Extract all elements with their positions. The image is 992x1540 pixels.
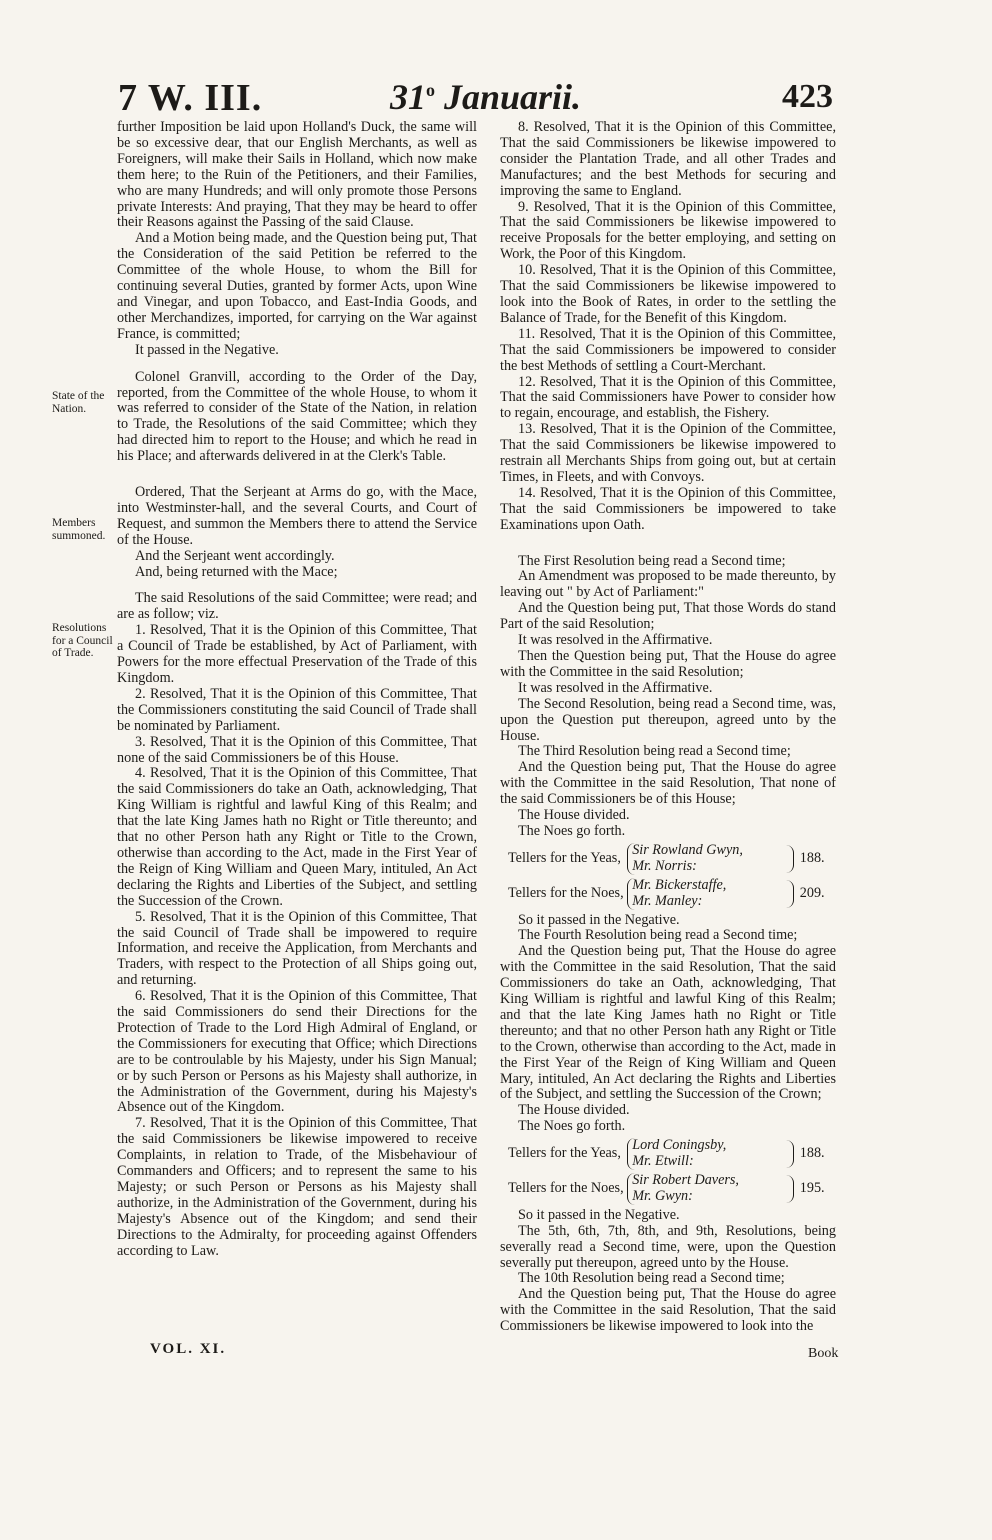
resolution-1: 1. Resolved, That it is the Opinion of this Committee, That a Council of Trade be established, by Act of Parliament, with Powers for the more effectual Preservation of the Trade of this Kingdom. xyxy=(117,622,477,686)
paragraph: And the Question being put, That the House do agree with the Committee in the said Resolution, That none of the said Commissioners be of this House; xyxy=(500,759,836,808)
teller-name: Sir Robert Davers, xyxy=(632,1172,739,1188)
paragraph: And the Question being put, That the House do agree with the Committee in the said Resolution, That the said Commissioners be likewise impowered to look into the xyxy=(500,1286,836,1335)
paragraph: And the Question being put, That the House do agree with the Committee in the said Resolution, That the said Commissioners do take an Oath, acknowledging, That King William is rightful and lawful King of this Realm; and that the late King James hath no Right or Title thereunto; and that no other Person hath any Right or Title to the Crown, otherwise than according to the Act, made in the First Year of the Reign of King William and Queen Mary, intituled, An Act declaring the Rights and Liberties of the Subject, and settling the Succession of the Crown; xyxy=(500,943,836,1103)
vote-count: 188. xyxy=(799,1145,825,1162)
brace xyxy=(783,1175,794,1203)
tellers-label: Tellers for the Noes, xyxy=(508,884,624,901)
paragraph: The Noes go forth. xyxy=(518,1118,626,1135)
resolution-9: 9. Resolved, That it is the Opinion of this Committee, That the said Commissioners be likewise impowered to receive Proposals for the better employing, and setting on Work, the Poor of this Kingdom. xyxy=(500,198,836,263)
right-column xyxy=(500,120,836,1335)
paragraph: further Imposition be laid upon Holland's Duck, the same will be so excessive dear, that our English Merchants, as well as Foreigners, will make their Sails in Holland, which now make them here; to the Ruin of the Petitioners, and their Families, who are many Hundreds; and will only promote those Persons private Interests: And praying, That they may be heard to offer their Reasons against the Passing of the said Clause. xyxy=(117,119,477,231)
paragraph: The Third Resolution being read a Second time; xyxy=(518,743,791,760)
resolution-5: 5. Resolved, That it is the Opinion of this Committee, That the said Council of Trade shall be impowered to require Information, and receive the Application, from Merchants and Traders, with respect to the Protection of all Ships going out, and returning. xyxy=(117,908,477,989)
resolution-2: 2. Resolved, That it is the Opinion of this Committee, That the Commissioners constituting the said Council of Trade shall be nominated by Parliament. xyxy=(117,685,477,734)
teller-name: Mr. Manley: xyxy=(632,892,703,909)
vote-count: 195. xyxy=(799,1179,825,1196)
brace xyxy=(783,1140,794,1168)
tellers-yeas-1 xyxy=(500,843,836,875)
paragraph: And a Motion being made, and the Question being put, That the Consideration of the said Petition be referred to the Committee of the whole House, to whom the Bill for continuing several Duties, granted by former Acts, upon Wine and Vinegar, and upon Tobacco, and East-India Goods, and other Merchandizes, imported, for carrying on the War against France, is committed; xyxy=(117,230,477,342)
teller-names xyxy=(627,878,775,910)
left-column xyxy=(117,120,477,1260)
volume-label: VOL. XI. xyxy=(150,1341,227,1357)
margin-note-state-of-nation: State of the Nation. xyxy=(52,390,105,415)
margin-note-members-summoned: Members summoned. xyxy=(52,517,106,542)
date-month: Januarii. xyxy=(444,77,582,117)
date-day: 31 xyxy=(390,77,426,117)
resolution-4: 4. Resolved, That it is the Opinion of this Committee, That the said Commissioners do take an Oath, acknowledging, That King William is rightful and lawful King of this Realm; and that the late King James hath no Right or Title thereunto; and that no other Person hath any Right or Title to the Crown, otherwise than according to the Act, made in the First Year of the Reign of King William and Queen Mary, intituled, An Act declaring the Rights and Liberties of the Subject, and settling the Succession of the Crown. xyxy=(117,765,477,909)
resolution-7: 7. Resolved, That it is the Opinion of this Committee, That the said Commissioners be likewise impowered to receive Complaints, in relation to Trade, of the Misbehaviour of Commanders and Officers; and to represent the same to his Majesty; or such Person or Persons as his Majesty shall authorize, in the Administration of the Government, during his Majesty's Absence out of the Kingdom; and send their Directions to the Admiralty, for proceeding against Offenders according to Law. xyxy=(117,1115,477,1259)
paragraph: The 10th Resolution being read a Second time; xyxy=(518,1270,785,1287)
teller-names xyxy=(627,843,775,875)
tellers-label: Tellers for the Yeas, xyxy=(508,1145,621,1162)
page-number: 423 xyxy=(782,78,833,115)
teller-name: Lord Coningsby, xyxy=(632,1137,727,1154)
tellers-label: Tellers for the Noes, xyxy=(508,1179,624,1196)
tellers-label: Tellers for the Yeas, xyxy=(508,849,621,866)
catchword: Book xyxy=(808,1346,839,1361)
paragraph: It passed in the Negative. xyxy=(135,341,279,358)
resolution-10: 10. Resolved, That it is the Opinion of this Committee, That the said Commissioners be likewise impowered to look into the Book of Rates, in order to the settling the Balance of Trade, for the Benefit of this Kingdom. xyxy=(500,262,836,326)
resolution-3: 3. Resolved, That it is the Opinion of this Committee, That none of the said Commissioners be of this House. xyxy=(117,733,477,766)
margin-note-council-of-trade: Resolutions for a Council of Trade. xyxy=(52,622,113,659)
paragraph: The House divided. xyxy=(518,1102,630,1119)
paragraph: And, being returned with the Mace; xyxy=(135,563,338,580)
resolution-13: 13. Resolved, That it is the Opinion of the Committee, That the said Commissioners be likewise impowered to restrain all Merchants Ships from going out, but at certain Times, in Fleets, and with Convoys. xyxy=(500,421,836,485)
teller-name: Sir Rowland Gwyn, xyxy=(632,841,743,858)
resolution-11: 11. Resolved, That it is the Opinion of this Committee, That the said Commissioners be impowered to consider the best Methods of settling a Court-Merchant. xyxy=(500,325,836,374)
paragraph: The Fourth Resolution being read a Second time; xyxy=(518,927,798,944)
teller-name: Mr. Gwyn: xyxy=(632,1187,693,1204)
regnal-year: 7 W. III. xyxy=(118,77,263,119)
tellers-noes-2 xyxy=(500,1173,836,1205)
brace xyxy=(783,845,794,873)
paragraph: So it passed in the Negative. xyxy=(518,911,680,928)
teller-names xyxy=(627,1173,775,1205)
tellers-yeas-2 xyxy=(500,1138,836,1170)
paragraph: The House divided. xyxy=(518,807,630,824)
vote-count: 188. xyxy=(799,849,825,866)
vote-count: 209. xyxy=(799,884,825,901)
resolution-14: 14. Resolved, That it is the Opinion of this Committee, That the said Commissioners be impowered to take Examinations upon Oath. xyxy=(500,484,836,533)
resolution-8: 8. Resolved, That it is the Opinion of this Committee, That the said Commissioners be likewise impowered to consider the Plantation Trade, and all other Trades and Manufactures; and the best Methods for securing and improving the same to England. xyxy=(500,119,836,199)
paragraph: Colonel Granvill, according to the Order of the Day, reported, from the Committee of the whole House, to whom it was referred to consider of the State of the Nation, in relation to Trade, the Resolutions of the said Committee; which they had directed him to report to the House; and which he read in his Place; and afterwards delivered in at the Clerk's Table. xyxy=(117,368,477,465)
date-ordinal: o xyxy=(426,80,435,100)
paragraph: The Noes go forth. xyxy=(518,822,626,839)
teller-name: Mr. Norris: xyxy=(632,857,697,874)
paragraph: It was resolved in the Affirmative. xyxy=(518,679,713,696)
paragraph: And the Question being put, That those Words do stand Part of the said Resolution; xyxy=(500,600,836,633)
tellers-noes-1 xyxy=(500,878,836,910)
paragraph: And the Serjeant went accordingly. xyxy=(135,547,335,564)
teller-name: Mr. Etwill: xyxy=(632,1153,694,1170)
paragraph: The said Resolutions of the said Committee; were read; and are as follow; viz. xyxy=(117,590,477,623)
paragraph: An Amendment was proposed to be made thereunto, by leaving out " by Act of Parliament:" xyxy=(500,568,836,601)
paragraph: Then the Question being put, That the House do agree with the Committee in the said Resolution; xyxy=(500,648,836,680)
paragraph: The First Resolution being read a Second time; xyxy=(518,552,786,569)
brace xyxy=(783,880,794,908)
paragraph: It was resolved in the Affirmative. xyxy=(518,632,713,649)
teller-names xyxy=(627,1138,775,1170)
paragraph: Ordered, That the Serjeant at Arms do go, with the Mace, into Westminster-hall, and the several Courts, and Court of Request, and summon the Members there to attend the Service of the House. xyxy=(117,484,477,548)
resolution-6: 6. Resolved, That it is the Opinion of this Committee, That the said Commissioners do send their Directions for the Protection of Trade to the Lord High Admiral of England, or the Commissioners for executing that Office; which Directions are to be controulable by his Majesty, under his Sign Manual; or by such Person or Persons as his Majesty shall authorize, in the Administration of the Government, during his Majesty's Absence out of the Kingdom. xyxy=(117,988,477,1116)
teller-name: Mr. Bickerstaffe, xyxy=(632,876,727,893)
page-date xyxy=(390,76,581,118)
paragraph: The Second Resolution, being read a Second time, was, upon the Question put thereupon, agreed unto by the House. xyxy=(500,695,836,744)
paragraph: So it passed in the Negative. xyxy=(518,1206,680,1223)
paragraph: The 5th, 6th, 7th, 8th, and 9th, Resolutions, being severally read a Second time, were, upon the Question severally put thereupon, agreed unto by the House. xyxy=(500,1222,836,1271)
resolution-12: 12. Resolved, That it is the Opinion of this Committee, That the said Commissioners have Power to consider how to regain, encourage, and establish, the Fishery. xyxy=(500,373,836,422)
